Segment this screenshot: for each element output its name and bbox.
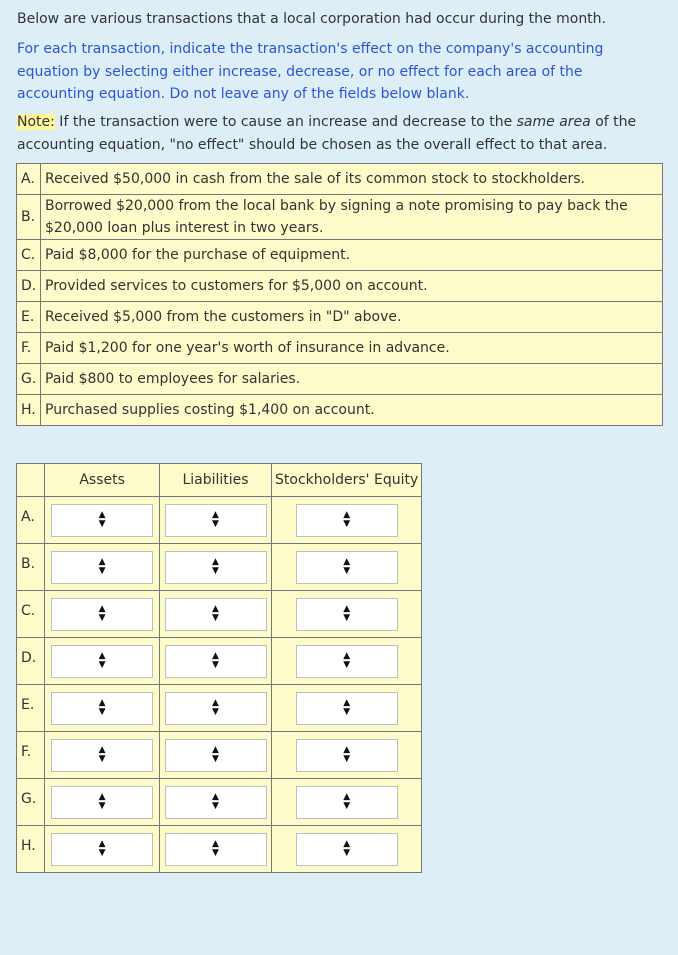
- answer-row: [17, 779, 422, 826]
- assets-cell: [45, 685, 159, 732]
- assets-cell: [45, 779, 159, 826]
- up-down-arrows-icon: ▲ ▼: [212, 792, 219, 811]
- transaction-row: [17, 333, 663, 364]
- up-down-arrows-icon: ▲ ▼: [212, 839, 219, 858]
- answer-row: [17, 685, 422, 732]
- equity-cell: [272, 638, 422, 685]
- transaction-description: Purchased supplies costing $1,400 on account.: [41, 395, 663, 426]
- up-down-arrows-icon: ▲ ▼: [98, 604, 106, 623]
- equity-select[interactable]: [296, 833, 398, 866]
- liabilities-select[interactable]: [165, 504, 267, 537]
- liabilities-select[interactable]: [165, 551, 267, 584]
- transaction-row: [17, 302, 663, 333]
- answer-row-letter: F.: [17, 732, 45, 779]
- answer-header-row: [17, 464, 422, 497]
- assets-cell: [45, 638, 159, 685]
- header-stockholders-equity: Stockholders' Equity: [272, 464, 422, 497]
- up-down-arrows-icon: ▲ ▼: [98, 698, 106, 717]
- liabilities-cell: [159, 544, 272, 591]
- answer-row: [17, 732, 422, 779]
- up-down-arrows-icon: ▲ ▼: [212, 604, 219, 623]
- transaction-row: [17, 164, 663, 195]
- liabilities-cell: [159, 591, 272, 638]
- transaction-row: [17, 364, 663, 395]
- equity-select[interactable]: [296, 786, 398, 819]
- instructions-text: For each transaction, indicate the transaction's effect on the company's accounting equation by selecting either increase, decrease, or no effect for each area of the accounting equation. Do not leave any of the fields below blank.: [17, 41, 604, 102]
- liabilities-cell: [159, 826, 272, 873]
- transaction-row: [17, 240, 663, 271]
- liabilities-select[interactable]: [165, 645, 267, 678]
- equity-cell: [272, 544, 422, 591]
- liabilities-cell: [159, 685, 272, 732]
- liabilities-cell: [159, 732, 272, 779]
- answer-row-letter: C.: [17, 591, 45, 638]
- intro-text: Below are various transactions that a local corporation had occur during the month.: [17, 11, 606, 27]
- transaction-letter: D.: [17, 271, 41, 302]
- equity-select[interactable]: [296, 551, 398, 584]
- liabilities-select[interactable]: [165, 598, 267, 631]
- up-down-arrows-icon: ▲ ▼: [98, 557, 106, 576]
- transaction-description: Paid $8,000 for the purchase of equipment.: [41, 240, 663, 271]
- answer-row: [17, 638, 422, 685]
- assets-cell: [45, 544, 159, 591]
- transactions-table: [16, 163, 663, 426]
- up-down-arrows-icon: ▲ ▼: [98, 839, 106, 858]
- up-down-arrows-icon: ▲ ▼: [98, 510, 106, 529]
- liabilities-cell: [159, 497, 272, 544]
- answer-table: [16, 463, 422, 873]
- equity-select[interactable]: [296, 739, 398, 772]
- liabilities-select[interactable]: [165, 739, 267, 772]
- header-liabilities: Liabilities: [159, 464, 272, 497]
- assets-select[interactable]: [51, 739, 153, 772]
- equity-select[interactable]: [296, 504, 398, 537]
- answer-row: [17, 544, 422, 591]
- transaction-description: Received $5,000 from the customers in "D" above.: [41, 302, 663, 333]
- answer-row-letter: H.: [17, 826, 45, 873]
- equity-cell: [272, 732, 422, 779]
- up-down-arrows-icon: ▲ ▼: [343, 510, 351, 529]
- assets-select[interactable]: [51, 598, 153, 631]
- up-down-arrows-icon: ▲ ▼: [343, 651, 351, 670]
- equity-cell: [272, 591, 422, 638]
- assets-select[interactable]: [51, 645, 153, 678]
- transaction-letter: A.: [17, 164, 41, 195]
- up-down-arrows-icon: ▲ ▼: [343, 745, 351, 764]
- answer-row-letter: A.: [17, 497, 45, 544]
- liabilities-select[interactable]: [165, 833, 267, 866]
- liabilities-select[interactable]: [165, 786, 267, 819]
- assets-select[interactable]: [51, 833, 153, 866]
- answer-row: [17, 497, 422, 544]
- equity-select[interactable]: [296, 692, 398, 725]
- transaction-row: [17, 271, 663, 302]
- transaction-letter: H.: [17, 395, 41, 426]
- transaction-letter: C.: [17, 240, 41, 271]
- transaction-description: Paid $800 to employees for salaries.: [41, 364, 663, 395]
- up-down-arrows-icon: ▲ ▼: [212, 510, 219, 529]
- up-down-arrows-icon: ▲ ▼: [212, 698, 219, 717]
- up-down-arrows-icon: ▲ ▼: [343, 698, 351, 717]
- answer-row-letter: E.: [17, 685, 45, 732]
- answer-row: [17, 826, 422, 873]
- up-down-arrows-icon: ▲ ▼: [98, 745, 106, 764]
- equity-cell: [272, 826, 422, 873]
- up-down-arrows-icon: ▲ ▼: [343, 557, 351, 576]
- header-blank: [17, 464, 45, 497]
- up-down-arrows-icon: ▲ ▼: [343, 792, 351, 811]
- up-down-arrows-icon: ▲ ▼: [98, 651, 106, 670]
- assets-select[interactable]: [51, 551, 153, 584]
- assets-cell: [45, 591, 159, 638]
- transaction-description: Paid $1,200 for one year's worth of insurance in advance.: [41, 333, 663, 364]
- note-label: Note:: [17, 114, 55, 130]
- answer-row-letter: G.: [17, 779, 45, 826]
- equity-select[interactable]: [296, 598, 398, 631]
- equity-select[interactable]: [296, 645, 398, 678]
- transaction-row: [17, 195, 663, 240]
- assets-cell: [45, 497, 159, 544]
- assets-select[interactable]: [51, 504, 153, 537]
- up-down-arrows-icon: ▲ ▼: [343, 604, 351, 623]
- equity-cell: [272, 779, 422, 826]
- answer-row: [17, 591, 422, 638]
- assets-cell: [45, 826, 159, 873]
- transaction-description: Provided services to customers for $5,000 on account.: [41, 271, 663, 302]
- header-assets: Assets: [45, 464, 159, 497]
- assets-select[interactable]: [51, 786, 153, 819]
- answer-row-letter: D.: [17, 638, 45, 685]
- up-down-arrows-icon: ▲ ▼: [212, 557, 219, 576]
- transaction-letter: B.: [17, 195, 41, 240]
- assets-select[interactable]: [51, 692, 153, 725]
- transaction-letter: E.: [17, 302, 41, 333]
- answer-row-letter: B.: [17, 544, 45, 591]
- transaction-description: Borrowed $20,000 from the local bank by signing a note promising to pay back the $20,000 loan plus interest in two years.: [41, 195, 663, 240]
- liabilities-cell: [159, 638, 272, 685]
- up-down-arrows-icon: ▲ ▼: [343, 839, 351, 858]
- up-down-arrows-icon: ▲ ▼: [212, 745, 219, 764]
- transaction-row: [17, 395, 663, 426]
- assets-cell: [45, 732, 159, 779]
- note-text: Note: If the transaction were to cause an increase and decrease to the same area of the accounting equation, "no effect" should be chosen as the overall effect to that area.: [17, 114, 637, 153]
- liabilities-select[interactable]: [165, 692, 267, 725]
- equity-cell: [272, 497, 422, 544]
- equity-cell: [272, 685, 422, 732]
- transaction-letter: G.: [17, 364, 41, 395]
- liabilities-cell: [159, 779, 272, 826]
- transaction-letter: F.: [17, 333, 41, 364]
- up-down-arrows-icon: ▲ ▼: [98, 792, 106, 811]
- up-down-arrows-icon: ▲ ▼: [212, 651, 219, 670]
- transaction-description: Received $50,000 in cash from the sale of its common stock to stockholders.: [41, 164, 663, 195]
